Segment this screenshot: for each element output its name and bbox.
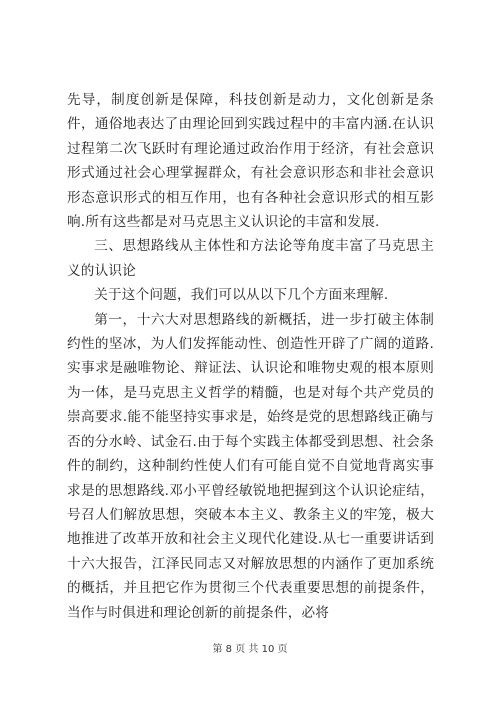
section-heading: 三、思想路线从主体性和方法论等角度丰富了马克思主义的认识论 [67, 238, 434, 279]
paragraph-first-point: 第一，十六大对思想路线的新概括，进一步打破主体制约性的坚冰，为人们发挥能动性、创造性开辟了广阔的道路.实事求是融唯物论、辩证法、认识论和唯物史观的根本原则为一体，是马克思主义哲学的精髓，也是对每个共产党员的崇高要求.能不能坚持实事求是，始终是党的思想路线正确与否的分水岭、试金石.由于每个实践主体都受到思想、社会条件的制约，这种制约性使人们有可能自觉不自觉地背离实事求是的思想路线.邓小平曾经敏锐地把握到这个认识论症结，号召人们解放思想，突破本本主义、教条主义的牢笼，极大地推进了改革开放和社会主义现代化建设.从七一重要讲话到十六大报告，江泽民同志又对解放思想的内涵作了更加系统的概括，并且把它作为贯彻三个代表重要思想的前提条件，当作与时俱进和理论创新的前提条件，必将 [67, 311, 434, 621]
body-text [67, 88, 434, 625]
paragraph-intro: 关于这个问题，我们可以从以下几个方面来理解. [94, 287, 389, 304]
paragraph-continuation: 先导，制度创新是保障，科技创新是动力，文化创新是条件，通俗地表达了由理论回到实践过程中的丰富内涵.在认识过程第二次飞跃时有理论通过政治作用于经济，有社会意识形式通过社会心理掌握群众，有社会意识形态和非社会意识形态意识形式的相互作用，也有各种社会意识形式的相互影响.所有这些都是对马克思主义认识论的丰富和发展. [67, 92, 434, 231]
page-footer: 第 8 页 共 10 页 [212, 644, 288, 655]
